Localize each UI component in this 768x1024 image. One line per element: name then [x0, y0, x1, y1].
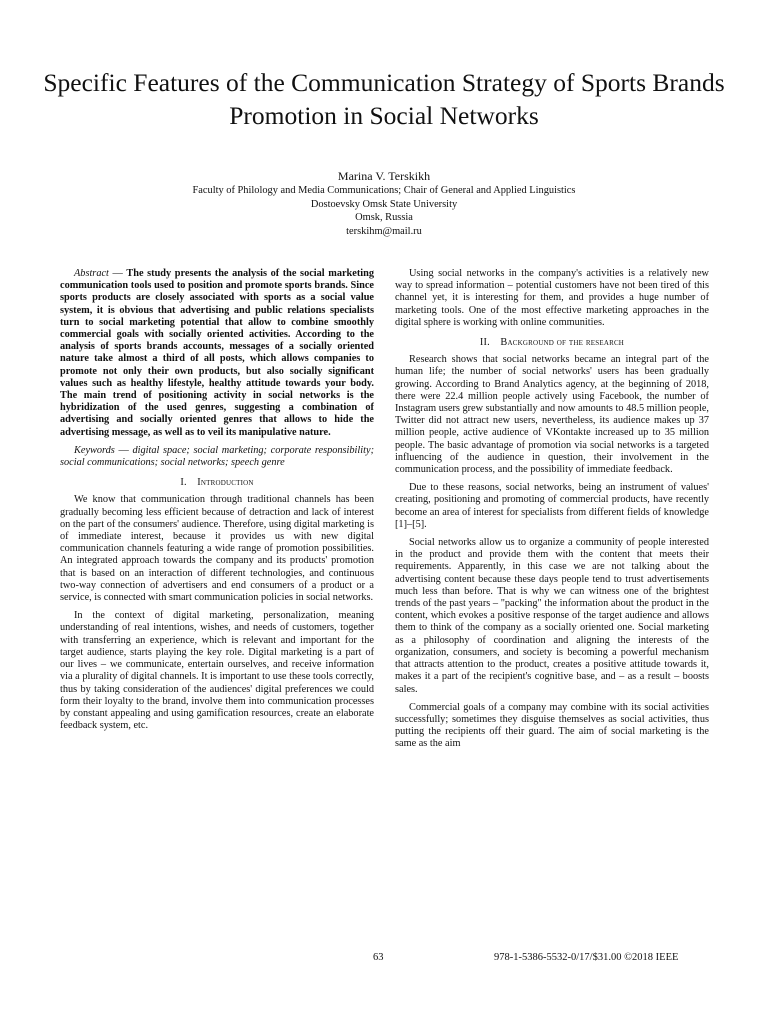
author-block — [40, 168, 728, 238]
abstract-text: The study presents the analysis of the social marketing communication tools used to position and promote sports brands. Since sports products are closely associated with sports as a social value system, it is obvious that advertising and public relations specialists turn to social marketing potential that allow to combine smoothly commercial goals with socially oriented activities. According to the analysis of sports brands accounts, messages of a socially oriented nature take almost a third of all posts, which allows companies to promote not only their own products, but also socially significant values such as healthy lifestyle, healthy attitude towards your body. The main trend of positioning activity in social networks is the hybridization of the used genres, suggesting a combination of advertising and socially oriented genres that allows to hide the advertising message, as well as to veil its manipulative nature. — [60, 268, 374, 438]
author-affiliation-location: Omsk, Russia — [355, 212, 413, 223]
copyright-isbn: 978-1-5386-5532-0/17/$31.00 ©2018 IEEE — [494, 952, 679, 963]
keywords-text: digital space; social marketing; corporate responsibility; social communications; social networks; speech genre — [60, 444, 374, 469]
keywords-dash: — — [114, 444, 133, 456]
background-paragraph-2: Due to these reasons, social networks, being an instrument of values' creating, positioning and promoting of commercial products, have recently become an area of interest for specialists from different fields of knowledge [1]–[5]. — [395, 482, 709, 530]
background-paragraph-1: Research shows that social networks became an integral part of the human life; the number of social networks' users has been gradually growing. According to Brand Analytics agency, at the beginning of 2018, there were 22.4 million people actively using Facebook, the number of Instagram users grew substantially and now amounts to 48.5 million people, Twitter did not attract new users, nevertheless, its audience makes up 37 million people, active audience of VKontakte increased up to 35 million people. The basic advantage of promotion via social networks is a targeted influencing of the audience in question, their involvement in the communication process, and the possibility of immediate feedback. — [395, 354, 710, 476]
introduction-paragraph-3: Using social networks in the company's activities is a relatively new way to spread information – potential customers have not been tired of this channel yet, it is interesting for them, and provides a huge number of marketing tools. One of the most effective marketing approaches in the digital sphere is working with online communities. — [395, 268, 709, 328]
section-heading-introduction: I. Introduction — [180, 477, 254, 489]
abstract-label: Abstract — [74, 268, 109, 279]
page-number: 63 — [373, 952, 384, 963]
introduction-paragraph-2: In the context of digital marketing, personalization, meaning understanding of real intentions, wishes, and needs of customers, together with transferring an experience, which is relevant and important for the target audience, starts playing the key role. Digital marketing is a part of our lives – we communicate, entertain ourselves, and receive information via a plurality of digital channels. It is important to use these tools correctly, thus by taking consideration of the audiences' digital preferences we could form their loyalty to the brand, involve them into communication processes by constant appealing and using gamification resources, create an elaborate feedback system, etc. — [60, 610, 374, 732]
abstract-dash: — — [108, 268, 127, 279]
introduction-paragraph-1: We know that communication through traditional channels has been gradually becoming less efficient because of detraction and lack of interest on the part of the consumers' audience. Therefore, using digital marketing is of immediate interest, because it provides us with new digital communication channels featuring a wide range of promotion possibilities. An integrated approach towards the company and its products' promotion that is based on an interaction of different technologies, and continuous two-way connection of advertisers and end consumers of a product or a service, is connected with smart communication policies in social networks. — [60, 494, 374, 604]
keywords-label: Keywords — [74, 444, 115, 456]
author-name: Marina V. Terskikh — [337, 169, 431, 183]
keywords — [60, 445, 374, 469]
section-heading-background: II. Background of the research — [479, 337, 625, 349]
abstract — [60, 268, 374, 439]
author-affiliation-faculty: Faculty of Philology and Media Communications; Chair of General and Applied Linguistics — [192, 185, 576, 196]
author-email: terskihm@mail.ru — [346, 225, 422, 237]
background-paragraph-4: Commercial goals of a company may combine with its social activities successfully; sometimes they disguise themselves as social activities, thus putting the recipients off their guard. The aim of social marketing is the same as the aim — [395, 701, 709, 750]
right-column — [395, 268, 709, 757]
author-affiliation-university: Dostoevsky Omsk State University — [310, 198, 458, 210]
paper-title: Specific Features of the Communication Strategy of Sports Brands Promotion in Social Networks — [43, 68, 725, 130]
left-column — [60, 268, 374, 738]
background-paragraph-3: Social networks allow us to organize a community of people interested in the product and provide them with the content that meets their requirements. Apparently, in this case we are not talking about the advertising content because these days people tend to trust advertisements much less than before. That is why we can witness one of the brightest trends of the past years – "packing" the information about the product in the content, which evokes a positive response of the target audience and allows them to think of the company as a socially oriented one. Social marketing as a philosophy of coordination and aligning the interests of the organization, consumers, and society is becoming a powerful mechanism that attracts attention to the product, creates a positive attitude towards it, makes it a part of the recipient's cognitive base, and – as a result – boosts sales. — [395, 537, 709, 695]
